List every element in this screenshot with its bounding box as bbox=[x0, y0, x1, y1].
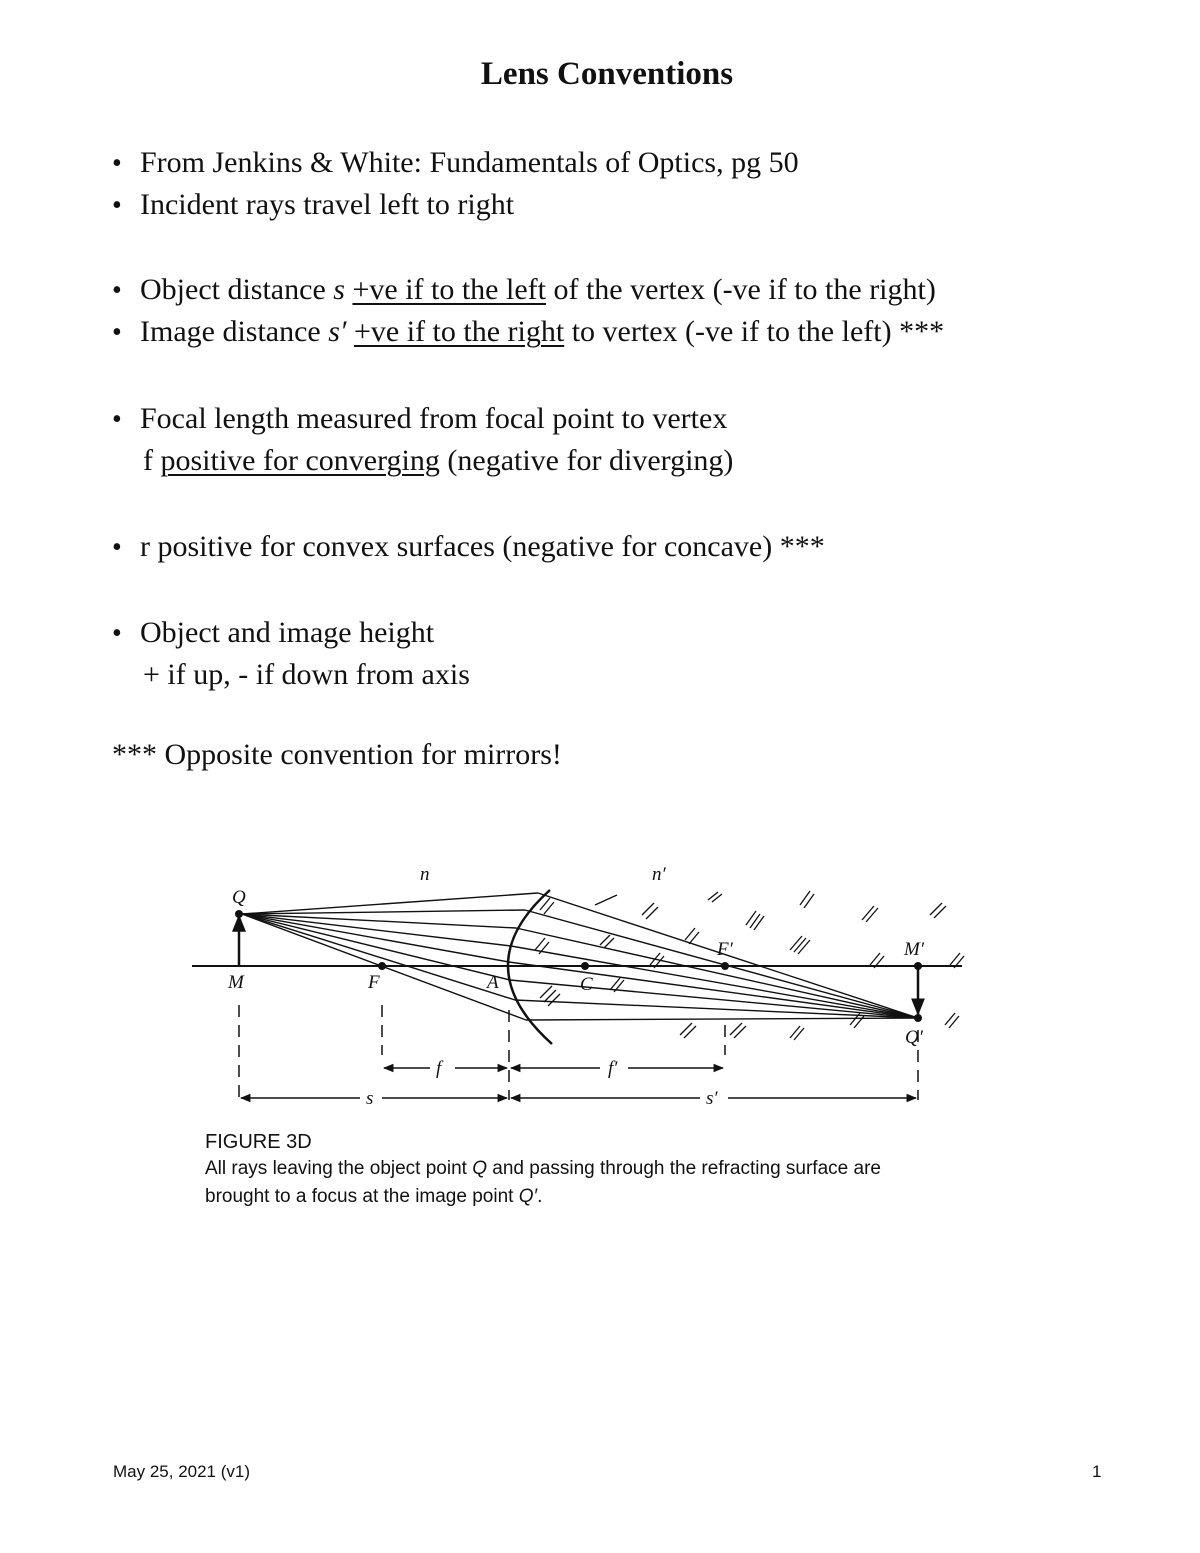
object-distance-underlined: +ve if to the left bbox=[352, 273, 546, 306]
label-F: F bbox=[368, 972, 380, 993]
figure-caption-title: FIGURE 3D bbox=[205, 1131, 312, 1153]
focal-length-pre: f bbox=[143, 444, 161, 477]
mirror-note: *** Opposite convention for mirrors! bbox=[112, 738, 562, 771]
bullet-dot: • bbox=[112, 532, 122, 563]
bullet-dot: • bbox=[112, 275, 122, 306]
object-distance-pre: Object distance bbox=[140, 273, 334, 306]
bullet-radius bbox=[112, 529, 825, 566]
label-Q: Q bbox=[232, 887, 246, 908]
bullet-dot: • bbox=[112, 148, 122, 179]
image-distance-underlined: +ve if to the right bbox=[354, 315, 565, 348]
caption-line2-var: Q′ bbox=[518, 1186, 538, 1207]
label-s: s bbox=[366, 1088, 374, 1109]
bullet-focal-length-text: Focal length measured from focal point to vertex bbox=[140, 402, 728, 435]
focal-length-detail bbox=[143, 443, 733, 479]
focal-length-post: (negative for diverging) bbox=[439, 444, 734, 477]
bullet-object-distance bbox=[112, 272, 936, 309]
caption-line2-pre: brought to a focus at the image point bbox=[205, 1186, 519, 1207]
object-distance-var: s bbox=[333, 273, 345, 306]
bullet-height bbox=[112, 615, 434, 652]
focal-length-underlined: positive for converging bbox=[160, 444, 440, 477]
caption-line1-pre: All rays leaving the object point bbox=[205, 1158, 473, 1179]
label-M: M bbox=[228, 972, 244, 993]
label-s-prime: s′ bbox=[706, 1088, 718, 1109]
bullet-image-distance bbox=[112, 314, 944, 351]
bullet-radius-text: r positive for convex surfaces (negative for concave) *** bbox=[140, 530, 825, 563]
incident-rays bbox=[242, 893, 538, 1020]
height-detail: + if up, - if down from axis bbox=[143, 658, 470, 691]
figure-caption-line2 bbox=[205, 1183, 542, 1211]
label-M-prime: M′ bbox=[904, 939, 924, 960]
bullet-dot: • bbox=[112, 190, 122, 221]
bullet-dot: • bbox=[112, 618, 122, 649]
bullet-source bbox=[112, 145, 799, 182]
bullet-source-text: From Jenkins & White: Fundamentals of Optics, pg 50 bbox=[140, 146, 799, 179]
bullet-focal-length bbox=[112, 401, 727, 438]
caption-line2-post: . bbox=[537, 1186, 543, 1207]
bullet-incident-rays bbox=[112, 187, 514, 224]
image-distance-post: to vertex (-ve if to the left) *** bbox=[564, 315, 945, 348]
bullet-height-text: Object and image height bbox=[140, 616, 435, 649]
label-n-prime: n′ bbox=[652, 864, 666, 885]
figure-caption-line1 bbox=[205, 1155, 881, 1183]
page-title: Lens Conventions bbox=[480, 56, 734, 92]
label-f: f bbox=[436, 1058, 442, 1079]
label-F-prime: F′ bbox=[717, 939, 733, 960]
object-distance-post: of the vertex (-ve if to the right) bbox=[545, 273, 936, 306]
label-A: A bbox=[487, 972, 499, 993]
label-n: n bbox=[420, 864, 430, 885]
bullet-dot: • bbox=[112, 404, 122, 435]
label-Q-prime: Q′ bbox=[905, 1027, 923, 1048]
image-distance-var: s′ bbox=[328, 315, 347, 348]
label-C: C bbox=[580, 974, 593, 995]
footer-date: May 25, 2021 (v1) bbox=[113, 1462, 251, 1481]
refraction-diagram bbox=[180, 850, 980, 1120]
label-f-prime: f′ bbox=[608, 1058, 618, 1079]
bullet-dot: • bbox=[112, 317, 122, 348]
footer-page-number: 1 bbox=[1092, 1462, 1102, 1481]
bullet-incident-rays-text: Incident rays travel left to right bbox=[140, 188, 515, 221]
caption-line1-post: and passing through the refracting surface are bbox=[487, 1158, 881, 1179]
caption-line1-var: Q bbox=[472, 1158, 487, 1179]
image-distance-pre: Image distance bbox=[140, 315, 329, 348]
refracted-rays bbox=[509, 893, 918, 1020]
